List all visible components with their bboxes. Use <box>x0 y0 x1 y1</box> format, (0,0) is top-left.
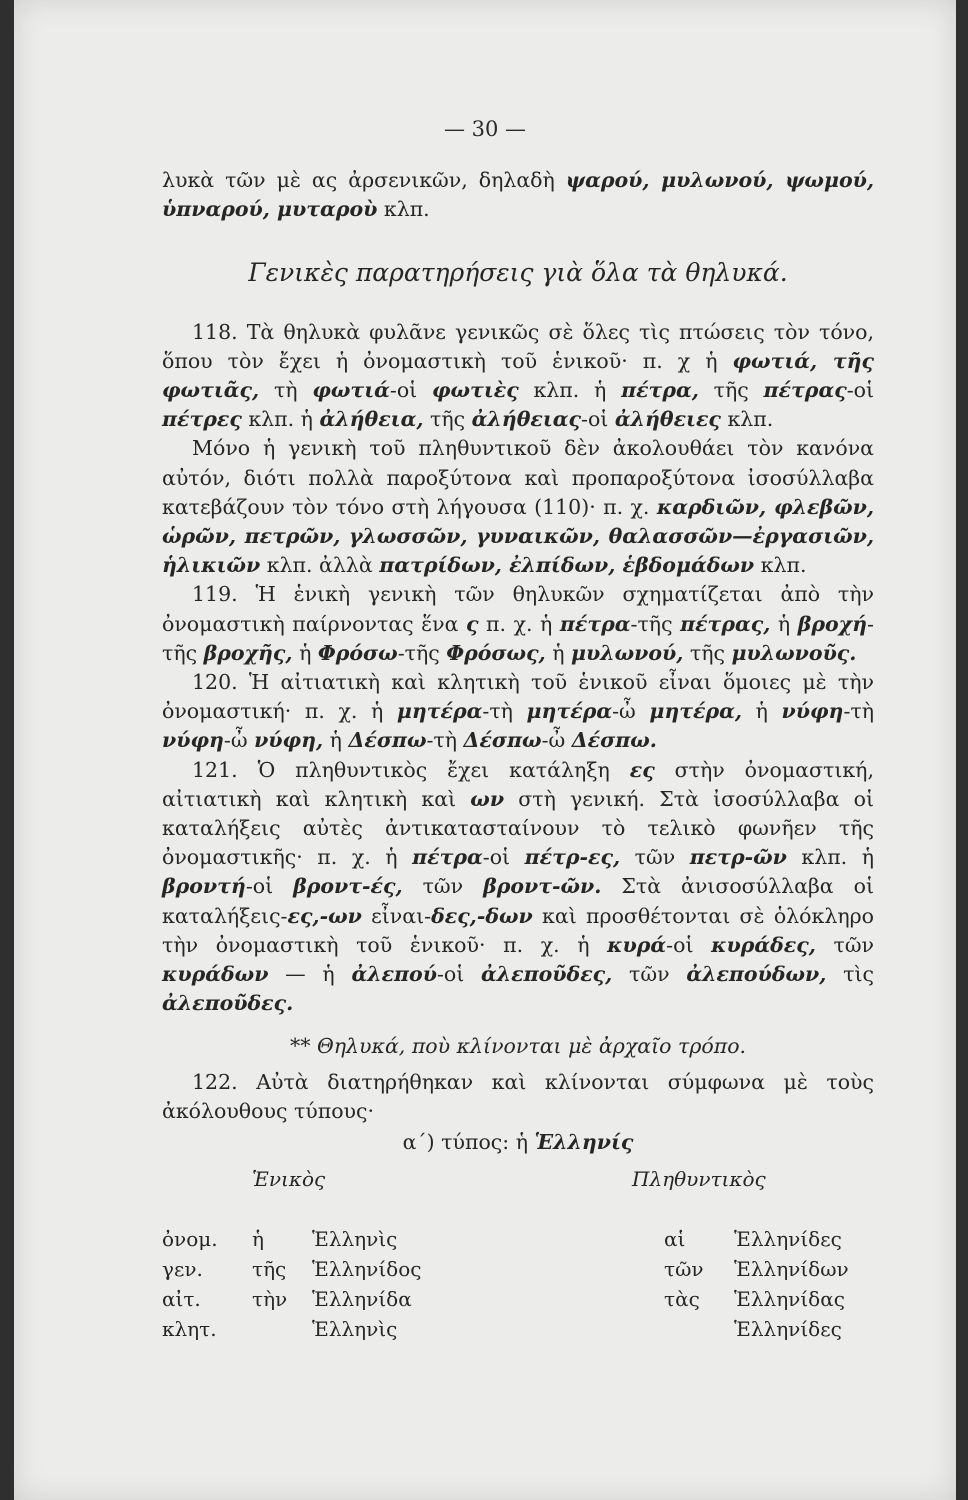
type-heading: α΄) τύπος: ἡ Ἑλληνίς <box>402 1130 634 1155</box>
plural-title: Πληθυντικὸς <box>632 1167 766 1192</box>
page-number: — 30 — <box>443 117 527 141</box>
book-page <box>14 0 956 1500</box>
declension-row: ὀνομ. ἡ Ἑλληνὶς αἱ Ἑλληνίδες <box>162 1227 842 1252</box>
section-heading: Γενικὲς παρατηρήσεις γιὰ ὅλα τὰ θηλυκά. <box>248 258 788 288</box>
declension-row: αἰτ. τὴν Ἑλληνίδα τὰς Ἑλληνίδας <box>162 1287 845 1312</box>
paragraph-118-exception: Μόνο ἡ γενικὴ τοῦ πληθυντικοῦ δὲν ἀκολουθάει τὸν κανόνα αὐτόν, διότι πολλὰ παροξύτονα καὶ προπαροξύτονα ἰσοσύλλαβα κατεβάζουν τὸν τόνο στὴ λήγουσα (110)· π. χ. καρδιῶν, φλεβῶν, ὡρῶν, πετρῶν, γλωσσῶν, γυναικῶν, θαλασσῶν—ἐργασιῶν, ἡλικιῶν κλπ. ἀλλὰ πατρίδων, ἐλπίδων, ἑβδομάδων κλπ. <box>162 436 875 578</box>
paragraph-119: 119. Ἡ ἑνικὴ γενικὴ τῶν θηλυκῶν σχηματίζεται ἀπὸ τὴν ὀνομαστικὴ παίρνοντας ἕνα ς π. χ. ἡ πέτρα-τῆς πέτρας, ἡ βροχή-τῆς βροχῆς, ἡ Φρόσω-τῆς Φρόσως, ἡ μυλωνού, τῆς μυλωνοῦς. <box>162 582 874 665</box>
paragraph-122: 122. Αὐτὰ διατηρήθηκαν καὶ κλίνονται σύμφωνα μὲ τοὺς ἀκόλουθους τύπους· <box>162 1069 874 1123</box>
paragraph-121: 121. Ὁ πληθυντικὸς ἔχει κατάληξη ες στὴν ὀνομαστική, αἰτιατικὴ καὶ κλητικὴ καὶ ων στὴ γενική. Στὰ ἰσοσύλλαβα οἱ καταλήξεις αὐτὲς ἀντικατασταίνουν τὸ τελικὸ φωνῆεν τῆς ὀνομαστικῆς· π. χ. ἡ πέτρα-οἱ πέτρ-ες, τῶν πετρ-ῶν κλπ. ἡ βροντή-οἱ βροντ-ές, τῶν βροντ-ῶν. Στὰ ἀνισοσύλλαβα οἱ καταλήξεις-ες,-ων εἶναι-δες,-δων καὶ προσθέτονται σὲ ὁλόκληρο τὴν ὀνομαστικὴ τοῦ ἑνικοῦ· π. χ. ἡ κυρά-οἱ κυράδες, τῶν κυράδων — ἡ ἀλεπού-οἱ ἀλεποῦδες, τῶν ἀλεπούδων, τὶς ἀλεποῦδες. <box>162 757 875 1016</box>
declension-row: κλητ. Ἑλληνὶς Ἑλληνίδες <box>162 1317 842 1342</box>
paragraph-118: 118. Τὰ θηλυκὰ φυλᾶνε γενικῶς σὲ ὅλες τὶς πτώσεις τὸν τόνο, ὅπου τὸν ἔχει ἡ ὀνομαστικὴ τοῦ ἑνικοῦ· π. χ ἡ φωτιά, τῆς φωτιᾶς, τὴ φωτιά-οἱ φωτιὲς κλπ. ἡ πέτρα, τῆς πέτρας-οἱ πέτρες κλπ. ἡ ἀλήθεια, τῆς ἀλήθειας-οἱ ἀλήθειες κλπ. <box>162 319 875 432</box>
page-body <box>162 166 874 1345</box>
declension-header-row <box>162 1165 874 1225</box>
singular-title: Ἑνικὸς <box>252 1167 326 1192</box>
paragraph-120: 120. Ἡ αἰτιατικὴ καὶ κλητικὴ τοῦ ἑνικοῦ εἶναι ὅμοιες μὲ τὴν ὀνομαστική· π. χ. ἡ μητέρα-τὴ μητέρα-ὦ μητέρα, ἡ νύφη-τὴ νύφη-ὦ νύφη, ἡ Δέσπω-τὴ Δέσπω-ὦ Δέσπω. <box>162 670 874 753</box>
type-word: Ἑλληνίς <box>534 1130 634 1155</box>
intro-paragraph: λυκὰ τῶν μὲ ας ἀρσενικῶν, δηλαδὴ ψαρού, μυλωνού, ψωμού, ὑπναρού, μυταροὺ κλπ. <box>162 168 874 222</box>
subheading: ** Θηλυκά, ποὺ κλίνονται μὲ ἀρχαῖο τρόπο. <box>289 1034 747 1059</box>
declension-row: γεν. τῆς Ἑλληνίδος τῶν Ἑλληνίδων <box>162 1257 849 1282</box>
declension-table <box>162 1165 874 1345</box>
